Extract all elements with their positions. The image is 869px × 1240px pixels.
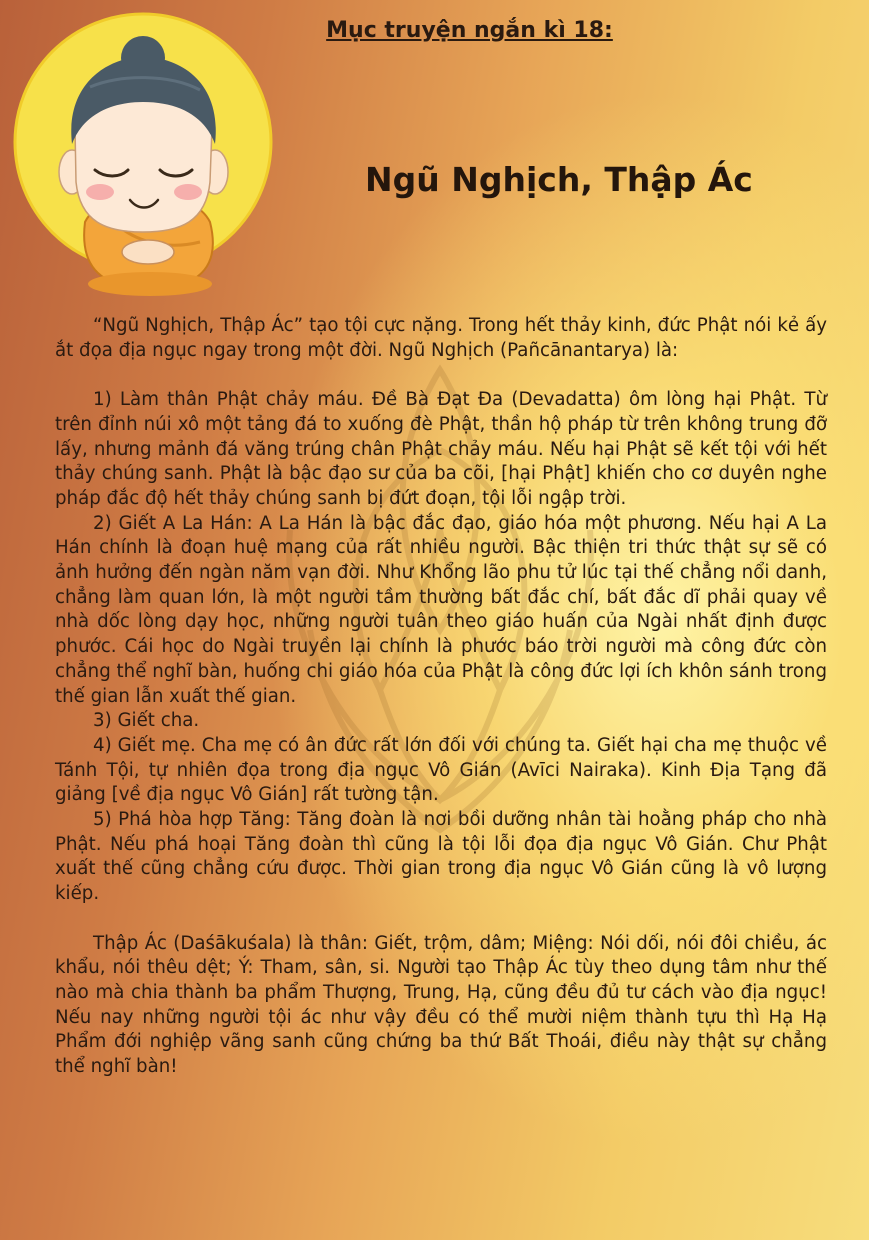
section-header: Mục truyện ngắn kì 18: (326, 18, 613, 43)
paragraph-item-4: 4) Giết mẹ. Cha mẹ có ân đức rất lớn đối với chúng ta. Giết hại cha mẹ thuộc về Tánh Tội, tự nhiên đọa trong địa ngục Vô Gián (Avīci Nairaka). Kinh Địa Tạng đã giảng [về địa ngục Vô Gián] rất tường tận. (55, 734, 827, 806)
paragraph-item-3: 3) Giết cha. (93, 710, 200, 732)
paragraph-item-1: 1) Làm thân Phật chảy máu. Đề Bà Đạt Đa (Devadatta) ôm lòng hại Phật. Từ trên đỉnh núi xô một tảng đá to xuống đè Phật, thần hộ pháp từ trên không trung đỡ lấy, nhưng mảnh đá văng trúng chân Phật chảy máu. Nếu hại Phật sẽ kết tội với hết thảy chúng sanh. Phật là bậc đạo sư của ba cõi, [hại Phật] khiến cho cơ duyên nghe pháp đắc độ hết thảy chúng sanh bị đứt đoạn, tội lỗi ngập trời. (55, 389, 827, 509)
story-body (55, 314, 827, 1080)
paragraph-item-2: 2) Giết A La Hán: A La Hán là bậc đắc đạo, giáo hóa một phương. Nếu hại A La Hán chính là đoạn huệ mạng của rất nhiều người. Bậc thiện tri thức thật sự sẽ có ảnh hưởng đến ngàn năm vạn đời. Như Khổng lão phu tử lúc tại thế chẳng nổi danh, chẳng làm quan lớn, là một người tầm thường bất đắc chí, bất đắc dĩ phải quay về nhà dốc lòng dạy học, những người tuân theo giáo huấn của Ngài nhất định được phước. Cái học do Ngài truyền lại chính là phước báo trời người mà công đức còn chẳng thể nghĩ bàn, huống chi giáo hóa của Phật là công đức lợi ích khôn sánh trong thế gian lẫn xuất thế gian. (55, 512, 827, 707)
paragraph-intro: “Ngũ Nghịch, Thập Ác” tạo tội cực nặng. Trong hết thảy kinh, đức Phật nói kẻ ấy ắt đọa địa ngục ngay trong một đời. Ngũ Nghịch (Pañcānantarya) là: (55, 315, 827, 361)
paragraph-thap-ac: Thập Ác (Daśākuśala) là thân: Giết, trộm, dâm; Miệng: Nói dối, nói đôi chiều, ác khẩu, nói thêu dệt; Ý: Tham, sân, si. Người tạo Thập Ác tùy theo dụng tâm như thế nào mà chia thành ba phẩm Thượng, Trung, Hạ, cũng đều đủ tư cách vào địa ngục! Nếu nay những người tội ác như vậy đều có thể mười niệm thành tựu thì Hạ Hạ Phẩm đới nghiệp vãng sanh cũng chứng ba thứ Bất Thoái, điều này thật sự chẳng thể nghĩ bàn! (55, 932, 827, 1078)
story-title: Ngũ Nghịch, Thập Ác (365, 160, 753, 199)
monk-avatar-icon (10, 12, 275, 302)
paragraph-item-5: 5) Phá hòa hợp Tăng: Tăng đoàn là nơi bồi dưỡng nhân tài hoằng pháp cho nhà Phật. Nếu phá hoại Tăng đoàn thì cũng là tội lỗi đọa địa ngục Vô Gián. Chư Phật xuất thế cũng chẳng cứu được. Thời gian trong địa ngục Vô Gián cũng là vô lượng kiếp. (55, 809, 827, 905)
